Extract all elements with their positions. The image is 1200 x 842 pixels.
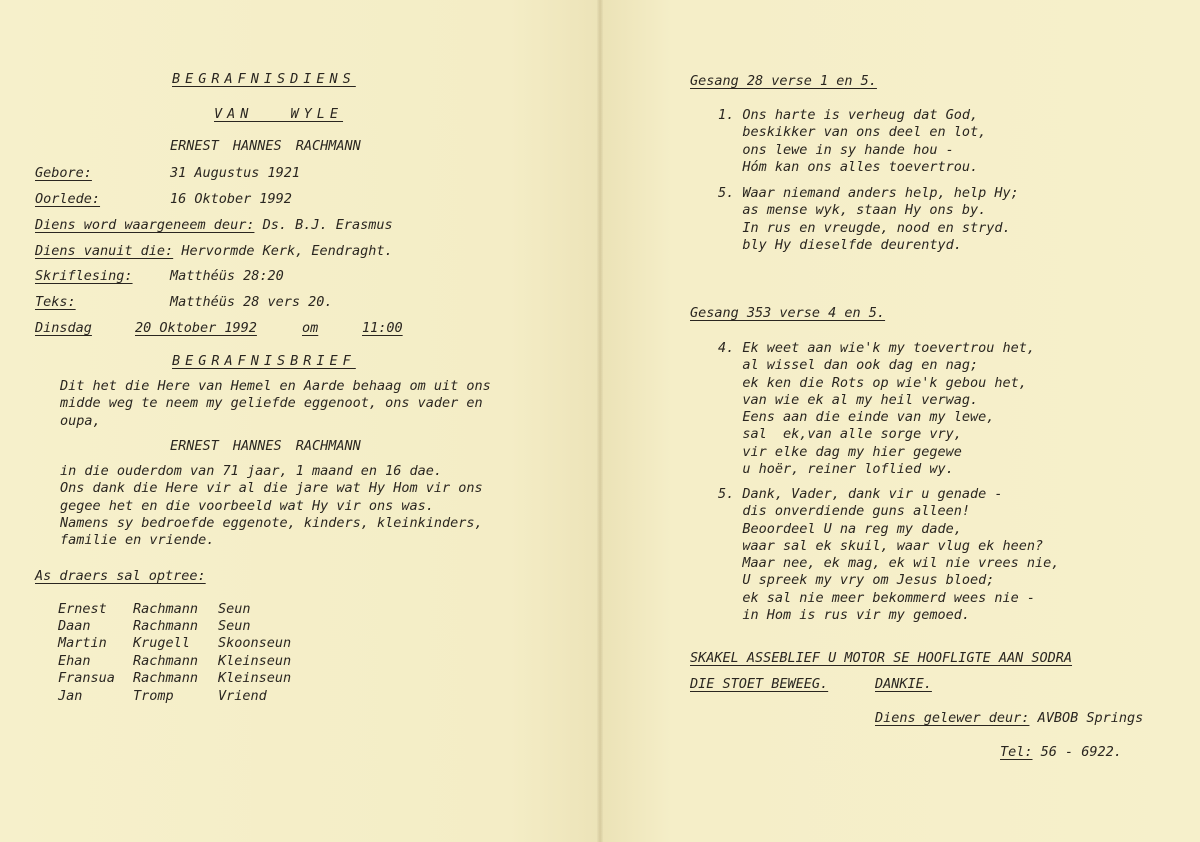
letter-line: in die ouderdom van 71 jaar, 1 maand en 16 dae.	[60, 463, 443, 479]
born-label: Gebore:	[35, 165, 92, 181]
hymn-2-title: Gesang 353 verse 4 en 5.	[690, 305, 886, 321]
deceased-name: ERNEST HANNES RACHMANN	[170, 138, 361, 154]
bearer-first: Ernest	[58, 600, 107, 617]
hymn-line: vir elke dag my hier gegewe	[718, 443, 962, 460]
bearer-first: Fransua	[58, 670, 115, 687]
page-fold	[597, 0, 603, 842]
table-row	[58, 687, 291, 704]
hymn-line: in Hom is rus vir my gemoed.	[718, 607, 970, 624]
pallbearers-label: As draers sal optree:	[35, 568, 206, 584]
table-row	[58, 670, 291, 687]
hymn-line: In rus en vreugde, nood en stryd.	[718, 219, 1011, 236]
procession-notice: DIE STOET BEWEEG.	[690, 676, 829, 692]
bearer-relation: Skoonseun	[218, 635, 292, 652]
service-time: 11:00	[362, 320, 403, 336]
officiant-label: Diens word waargeneem deur:	[35, 217, 255, 233]
undertaker-value: AVBOB Springs	[1037, 710, 1144, 726]
bearer-relation: Seun	[218, 600, 251, 617]
letter-line: Namens sy bedroefde eggenote, kinders, kleinkinders,	[60, 514, 483, 531]
hymn-line: al wissel dan ook dag en nag;	[718, 357, 979, 374]
hymn-2-verse-5	[718, 486, 1059, 624]
scripture-label: Skriflesing:	[35, 268, 133, 284]
hymn-line: van wie ek al my heil verwag.	[718, 391, 979, 408]
hymn-line: 1. Ons harte is verheug dat God,	[718, 107, 979, 123]
hymn-line: Hóm kan ons alles toevertrou.	[718, 158, 979, 175]
undertaker-label: Diens gelewer deur:	[875, 710, 1030, 726]
hymn-line: ek sal nie meer bekommerd wees nie -	[718, 589, 1035, 606]
hymn-line: u hoër, reiner loflied wy.	[718, 461, 954, 478]
table-row	[58, 600, 291, 617]
letter-line: familie en vriende.	[60, 532, 215, 549]
bearer-relation: Kleinseun	[218, 670, 292, 687]
hymn-line: 5. Waar niemand anders help, help Hy;	[718, 185, 1019, 201]
bearer-first: Martin	[58, 635, 107, 652]
service-date: 20 Oktober 1992	[135, 320, 257, 336]
van-wyle-heading: VAN WYLE	[214, 106, 344, 122]
hymn-line: Maar nee, ek mag, ek wil nie vrees nie,	[718, 555, 1060, 572]
phone-line	[1000, 744, 1122, 761]
hymn-line: dis onverdiende guns alleen!	[718, 503, 970, 520]
officiant-value: Ds. B.J. Erasmus	[262, 217, 393, 233]
hymn-line: beskikker van ons deel en lot,	[718, 124, 987, 141]
text-value: Matthéüs 28 vers 20.	[170, 294, 333, 310]
funeral-letter-title: BEGRAFNISBRIEF	[172, 353, 356, 369]
born-date: 31 Augustus 1921	[170, 165, 301, 181]
letter-intro	[60, 378, 491, 430]
died-label: Oorlede:	[35, 191, 101, 207]
letter-line: Ons dank die Here vir al die jare wat Hy Hom vir ons	[60, 480, 483, 497]
letter-line: gegee het en die voorbeeld wat Hy vir ons was.	[60, 497, 434, 514]
hymn-line: U spreek my vry om Jesus bloed;	[718, 572, 995, 589]
letter-line: Dit het die Here van Hemel en Aarde behaag om uit ons	[60, 378, 491, 394]
thanks-text: DANKIE.	[875, 676, 932, 692]
bearer-first: Ehan	[58, 652, 91, 669]
phone-label: Tel:	[1000, 744, 1033, 760]
bearer-last: Rachmann	[133, 618, 199, 635]
scripture-value: Matthéüs 28:20	[170, 268, 284, 284]
hymn-1-title: Gesang 28 verse 1 en 5.	[690, 73, 877, 89]
venue-label: Diens vanuit die:	[35, 243, 174, 259]
hymn-line: Eens aan die einde van my lewe,	[718, 409, 995, 426]
died-date: 16 Oktober 1992	[170, 191, 292, 207]
hymn-line: waar sal ek skuil, waar vlug ek heen?	[718, 537, 1044, 554]
hymn-line: as mense wyk, staan Hy ons by.	[718, 202, 987, 219]
bearer-last: Rachmann	[133, 600, 199, 617]
hymn-line: ek ken die Rots op wie'k gebou het,	[718, 374, 1027, 391]
hymn-1-verse-5	[718, 185, 1019, 254]
letter-body	[60, 463, 483, 549]
officiant-line	[35, 217, 393, 234]
hymn-2-verse-4	[718, 340, 1035, 478]
pallbearers-table	[58, 600, 291, 704]
table-row	[58, 635, 291, 652]
undertaker-line	[875, 710, 1143, 727]
service-om: om	[302, 320, 319, 336]
bearer-last: Rachmann	[133, 670, 199, 687]
bearer-first: Daan	[58, 618, 91, 635]
hymn-1-verse-1	[718, 107, 986, 176]
venue-value: Hervormde Kerk, Eendraght.	[181, 243, 393, 259]
bearer-relation: Vriend	[218, 687, 267, 704]
bearer-relation: Kleinseun	[218, 652, 292, 669]
hymn-line: Beoordeel U na reg my dade,	[718, 520, 962, 537]
letter-line: midde weg te neem my geliefde eggenoot, ons vader en	[60, 395, 483, 412]
hymn-line: bly Hy dieselfde deurentyd.	[718, 236, 962, 253]
hymn-line: 4. Ek weet aan wie'k my toevertrou het,	[718, 340, 1035, 356]
hymn-line: sal ek,van alle sorge vry,	[718, 426, 962, 443]
bearer-relation: Seun	[218, 618, 251, 635]
phone-value: 56 - 6922.	[1040, 744, 1122, 760]
deceased-name-repeat: ERNEST HANNES RACHMANN	[170, 438, 361, 454]
bearer-last: Rachmann	[133, 652, 199, 669]
bearer-last: Krugell	[133, 635, 190, 652]
text-label: Teks:	[35, 294, 76, 310]
headlights-notice: SKAKEL ASSEBLIEF U MOTOR SE HOOFLIGTE AAN SODRA	[690, 650, 1073, 666]
hymn-line: ons lewe in sy hande hou -	[718, 141, 954, 158]
bearer-first: Jan	[58, 687, 83, 704]
letter-line: oupa,	[60, 412, 101, 429]
venue-line	[35, 243, 393, 260]
funeral-service-title: BEGRAFNISDIENS	[172, 71, 356, 87]
hymn-line: 5. Dank, Vader, dank vir u genade -	[718, 486, 1003, 502]
table-row	[58, 652, 291, 669]
table-row	[58, 617, 291, 634]
bearer-last: Tromp	[133, 687, 174, 704]
service-day: Dinsdag	[35, 320, 92, 336]
